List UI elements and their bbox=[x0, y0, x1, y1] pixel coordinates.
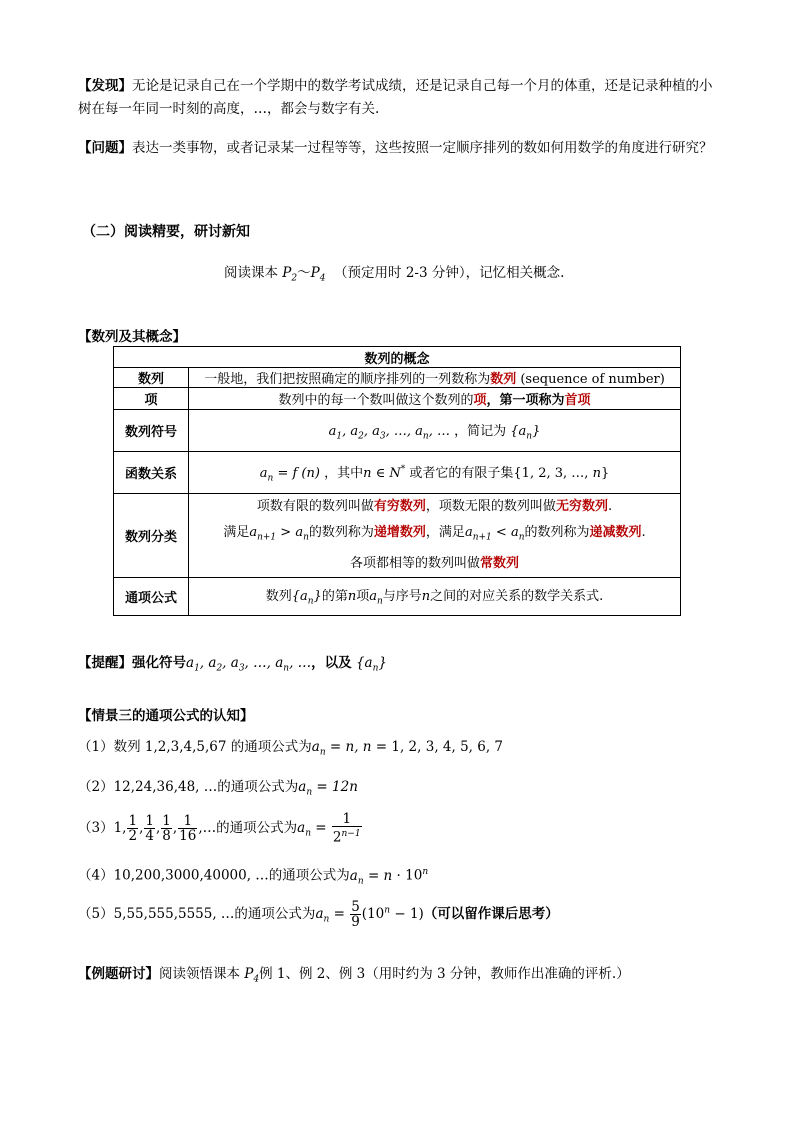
table-row bbox=[114, 494, 681, 578]
item-4-prefix: （4）10,200,3000,40000, …的通项公式为 bbox=[78, 867, 350, 884]
row-content-sequence bbox=[189, 368, 681, 388]
item-2-prefix: （2）12,24,36,48, …的通项公式为 bbox=[78, 779, 299, 795]
reading-pages-formula: $P_2$ bbox=[282, 265, 298, 284]
table-row bbox=[114, 452, 681, 494]
table-row bbox=[114, 577, 681, 615]
item-5-suffix: （可以留作课后思考） bbox=[423, 906, 559, 922]
row-content-classification bbox=[189, 494, 681, 578]
class-line-2: 满足$a_{n+1} > a_n$的数列称为递增数列，满足$a_{n+1} < a_n$的数列称为递减数列. bbox=[223, 525, 646, 543]
example-text-a: 阅读领悟课本 bbox=[159, 966, 245, 982]
function-text-b: 或者它的有限子集 bbox=[409, 465, 514, 481]
example-tag: 【例题研讨】 bbox=[78, 966, 159, 982]
class-line-1: 项数有限的数列叫做有穷数列，项数无限的数列叫做无穷数列. bbox=[256, 499, 613, 514]
list-item: （5）5,55,555,5555, …的通项公式为$a_n$ = $\frac{5}{9}$ $(10^n - 1)$（可以留作课后思考） bbox=[78, 899, 559, 930]
table-header: 数列的概念 bbox=[114, 347, 681, 368]
class-line-3: 各项都相等的数列叫做常数列 bbox=[349, 555, 520, 571]
section-title: （二）阅读精要，研讨新知 bbox=[82, 224, 250, 240]
function-formula: $a_n = f$ (n) bbox=[259, 465, 320, 484]
item-3-mid: 的通项公式为 bbox=[216, 819, 298, 836]
item-3-prefix: （3） bbox=[78, 819, 114, 836]
symbol-formula: $a_1$, $a_2$, $a_3$, …, $a_n$, … bbox=[328, 423, 450, 442]
sequence-text-a: 一般地，我们把按照确定的顺序排列的一列数称为 bbox=[204, 372, 491, 387]
term-text-b: ，第一项称为 bbox=[486, 393, 565, 408]
reminder-text-a: 强化符号 bbox=[132, 655, 186, 671]
reading-line: 阅读课本 $P_2\sim P_4$ （预定用时 2-3 分钟），记忆相关概念. bbox=[224, 265, 565, 284]
scenario-heading: 【情景三的通项公式的认知】 bbox=[78, 708, 254, 724]
reading-prefix: 阅读课本 bbox=[224, 265, 283, 281]
item-5-prefix: （5）5,55,555,5555, …的通项公式为 bbox=[78, 906, 316, 922]
discovery-text: 无论是记录自己在一个学期中的数学考试成绩，还是记录自己每一个月的体重，还是记录种植的小树在每一年同一时刻的高度，…，都会与数字有关. bbox=[78, 78, 713, 117]
list-item: （3）1, $\frac{1}{2}$ , $\frac{1}{4}$ , $\frac{1}{8}$ , $\frac{1}{16}$ ,…的通项公式为$a_n$ = $\frac{1}{2^{n-1}}$ bbox=[78, 811, 361, 846]
row-label-symbol: 数列符号 bbox=[114, 410, 189, 452]
symbol-text: ，简记为 bbox=[454, 423, 507, 439]
discovery-tag: 【发现】 bbox=[78, 78, 132, 94]
row-content-symbol: $a_1$, $a_2$, $a_3$, …, $a_n$, … ，简记为 $\{a_n\}$ bbox=[189, 410, 681, 452]
row-content-function: $a_n = f$ (n) ，其中n ∈ N* 或者它的有限子集{1, 2, 3, …, n} bbox=[189, 452, 681, 494]
constant-sequence-red: 常数列 bbox=[480, 555, 520, 571]
first-term-red: 首项 bbox=[564, 393, 591, 408]
function-text-a: ，其中 bbox=[324, 465, 364, 481]
reminder-tag: 【提醒】 bbox=[78, 655, 132, 671]
row-label-function: 函数关系 bbox=[114, 452, 189, 494]
reminder-text-b: ，以及 bbox=[311, 655, 352, 671]
row-label-sequence: 数列 bbox=[114, 368, 189, 388]
term-red: 项 bbox=[473, 393, 487, 408]
term-text-a: 数列中的每一个数叫做这个数列的 bbox=[278, 393, 474, 408]
table-row bbox=[114, 388, 681, 410]
table-row bbox=[114, 368, 681, 388]
list-item: （1）数列 1,2,3,4,5,67 的通项公式为$a_n = n$, n = 1, 2, 3, 4, 5, 6, 7 bbox=[78, 739, 504, 758]
row-content-term bbox=[189, 388, 681, 410]
list-item: （4）10,200,3000,40000, …的通项公式为$a_n = n \cdot 10^n$ bbox=[78, 867, 429, 887]
example-text-b: 例 1、例 2、例 3（用时约为 3 分钟，教师作出准确的评析.） bbox=[259, 966, 630, 982]
increasing-sequence-red: 递增数列 bbox=[373, 525, 426, 540]
table-row bbox=[114, 410, 681, 452]
list-item: （2）12,24,36,48, …的通项公式为$a_n = 12n$ bbox=[78, 779, 358, 798]
sequence-term-red: 数列 bbox=[490, 372, 517, 387]
question-tag: 【问题】 bbox=[78, 140, 132, 156]
row-content-general-formula: 数列$\{a_n\}$的第n项$a_n$与序号n之间的对应关系的数学关系式. bbox=[189, 577, 681, 615]
discovery-paragraph bbox=[78, 75, 718, 121]
example-line: 【例题研讨】阅读领悟课本 $P_4$例 1、例 2、例 3（用时约为 3 分钟，教师作出准确的评析.） bbox=[78, 966, 630, 985]
item-1-prefix: （1）数列 1,2,3,4,5,67 的通项公式为 bbox=[78, 739, 312, 755]
concept-table bbox=[113, 346, 681, 616]
question-text: 表达一类事物，或者记录某一过程等等，这些按照一定顺序排列的数如何用数学的角度进行研究？ bbox=[132, 140, 713, 156]
reminder-line: 【提醒】强化符号$a_1$, $a_2$, $a_3$, …, $a_n$, …，以及 $\{a_n\}$ bbox=[78, 655, 387, 674]
infinite-sequence-red: 无穷数列 bbox=[555, 499, 608, 514]
finite-sequence-red: 有穷数列 bbox=[373, 499, 426, 514]
reading-suffix: （预定用时 2-3 分钟），记忆相关概念. bbox=[334, 265, 565, 281]
concept-heading: 【数列及其概念】 bbox=[78, 329, 186, 345]
decreasing-sequence-red: 递减数列 bbox=[589, 525, 642, 540]
question-paragraph bbox=[78, 137, 718, 160]
row-label-term: 项 bbox=[114, 388, 189, 410]
row-label-classification: 数列分类 bbox=[114, 494, 189, 578]
sequence-text-b: (sequence of number) bbox=[516, 372, 665, 387]
row-label-general-formula: 通项公式 bbox=[114, 577, 189, 615]
